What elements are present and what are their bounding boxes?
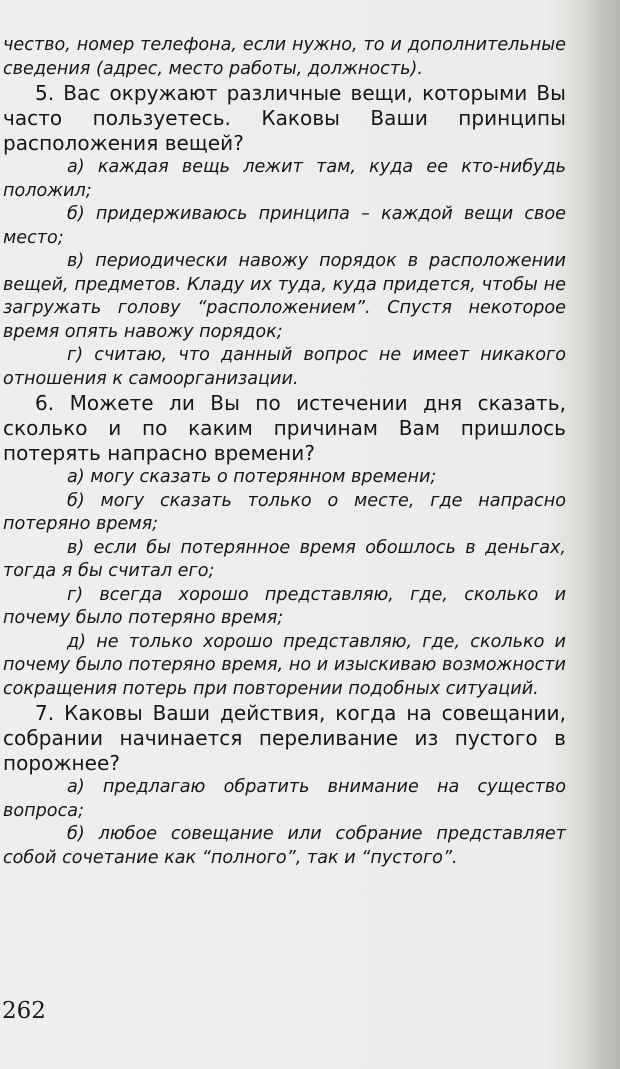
question-5: 5. Вас окружают различные вещи, которыми Вы часто пользуетесь. Каковы Ваши принципы расположения вещей? <box>3 81 566 155</box>
question-7-option-a: а) предлагаю обратить внимание на существо вопроса; <box>3 777 566 821</box>
question-7: 7. Каковы Ваши действия, когда на совещании, собрании начинается переливание из пустого в порожнее? <box>3 701 566 775</box>
question-6-option-b: б) могу сказать только о месте, где напрасно потеряно время; <box>3 490 566 534</box>
question-6-option-c: в) если бы потерянное время обошлось в деньгах, тогда я бы считал его; <box>3 537 566 581</box>
page-number: 262 <box>2 998 46 1024</box>
question-6-option-d: г) всегда хорошо представляю, где, сколько и почему было потеряно время; <box>3 584 566 628</box>
question-5-option-a: а) каждая вещь лежит там, куда ее кто-нибудь положил; <box>3 157 566 201</box>
question-5-option-c: в) периодически навожу порядок в расположении вещей, предметов. Кладу их туда, куда придется, чтобы не загружать голову “расположением”. Спустя некоторое время опять навожу порядок; <box>3 251 566 342</box>
text-column <box>3 34 566 870</box>
question-7-option-b: б) любое совещание или собрание представляет собой сочетание как “полного”, так и “пустого”. <box>3 824 566 868</box>
question-6-option-a: а) могу сказать о потерянном времени; <box>67 467 437 487</box>
question-5-option-b: б) придерживаюсь принципа – каждой вещи свое место; <box>3 204 566 248</box>
question-6: 6. Можете ли Вы по истечении дня сказать, сколько и по каким причинам Вам пришлось потерять напрасно времени? <box>3 391 566 465</box>
question-6-option-e: д) не только хорошо представляю, где, сколько и почему было потеряно время, но и изыскиваю возможности сокращения потерь при повторении подобных ситуаций. <box>3 631 566 699</box>
question-5-option-d: г) считаю, что данный вопрос не имеет никакого отношения к самоорганизации. <box>3 345 566 389</box>
continued-paragraph: чество, номер телефона, если нужно, то и дополнительные сведения (адрес, место работы, должность). <box>3 35 566 79</box>
